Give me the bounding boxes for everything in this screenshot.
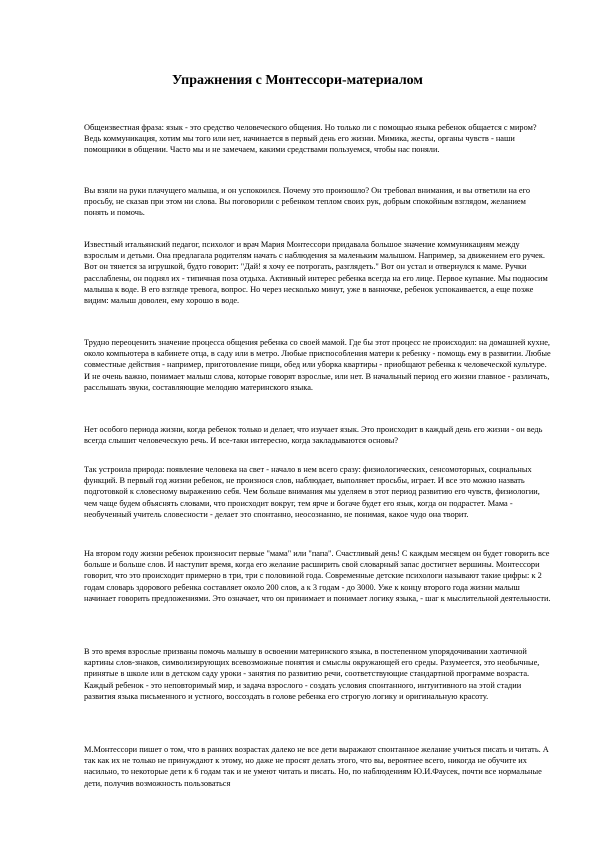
paragraph-7: На втором году жизни ребенок произносит первые "мама" или "папа". Счастливый день! С каждым месяцем он будет говорить все больше и больше слов. И наступит время, когда его желание расширить свой словарный запас достигнет вершины. Монтессори говорит, что это происходит примерно в три, три с половиной года. Современные детские психологи называют такие цифры: к 2 годам словарь здорового ребенка составляет около 200 слов, а к 3 годам - до 3000. Уже к концу второго года жизни малыш начинает говорить предложениями. Это означает, что он принимает и понимает логику языка, - шаг к мыслительной деятельности. xyxy=(84,549,551,603)
page-title: Упражнения с Монтессори-материалом xyxy=(172,73,423,88)
paragraph-5: Нет особого периода жизни, когда ребенок только и делает, что изучает язык. Это происходит в каждый день его жизни - он ведь всегда слышит человеческую речь. И все-таки интересно, когда закладываются основы? xyxy=(84,425,543,446)
paragraph-6: Так устроила природа: появление человека на свет - начало в нем всего сразу: физиологических, сенсомоторных, социальных функций. В первый год жизни ребенок, не произнося слов, наблюдает, выполняет просьбы, играет. И все это можно назвать подготовкой к словесному выражению себя. Чем больше внимания мы уделяем в этот период развитию его чувств, физиологии, чем чаще будем объяснять словами, что происходит вокруг, тем ярче и богаче будет его язык, когда он подрастет. Мама - необученный учитель словесности - делает это спонтанно, неосознанно, не понимая, какое чудо она творит. xyxy=(84,465,540,519)
paragraph-3: Известный итальянский педагог, психолог и врач Мария Монтессори придавала большое значение коммуникациям между взрослым и детьми. Она предлагала родителям начать с наблюдения за маленьким малышом. Например, за движением его ручек. Вот он тянется за игрушкой, будто говорит: "Дай! я хочу ее потрогать, разглядеть." Вот он устал и отвернулся к маме. Ручки расслаблены, он поднял их - типичная поза отдыха. Активный интерес ребенка всегда на его лице. Первое купание. Мы подносим малыша к воде. В его взгляде тревога, вопрос. Но через несколько минут, уже в ванночке, ребенок успокаивается, а еще позже видим: малыш доволен, ему хорошо в воде. xyxy=(84,240,548,306)
paragraph-1: Общеизвестная фраза: язык - это средство человеческого общения. Но только ли с помощью языка ребенок общается с миром? Ведь коммуникация, хотим мы того или нет, начинается в первый день его жизни. Мимика, жесты, органы чувств - наши помощники в общении. Часто мы и не замечаем, какими средствами пользуемся, чтобы нас поняли. xyxy=(84,123,537,155)
paragraph-9: М.Монтессори пишет о том, что в ранних возрастах далеко не все дети выражают спонтанное желание учиться писать и читать. А так как их не только не принуждают к этому, но даже не просят делать этого, что вы, вероятнее всего, никогда не обучите их насильно, то некоторые дети к 6 годам так и не умеют читать и писать. Но, по наблюдениям Ю.И.Фаусек, почти все нормальные дети, получив возможность пользоваться xyxy=(84,745,549,788)
paragraph-8: В это время взрослые призваны помочь малышу в освоении материнского языка, в постепенном упорядочивании хаотичной картины слов-знаков, символизирующих всевозможные понятия и смыслы окружающей его среды. Разумеется, это необычные, принятые в школе или в детском саду уроки - занятия по развитию речи, соответствующие стандартной программе возраста. Каждый ребенок - это неповторимый мир, и задача взрослого - создать условия спонтанного, интуитивного на этой стадии развития языка письменного и устного, воссоздать в голове ребенка его строгую логику и оригинальную красоту. xyxy=(84,647,540,701)
paragraph-2: Вы взяли на руки плачущего малыша, и он успокоился. Почему это произошло? Он требовал внимания, и вы ответили на его просьбу, не сказав при этом ни слова. Вы поговорили с ребенком теплом своих рук, добрым спокойным взглядом, желанием понять и помочь. xyxy=(84,186,531,218)
paragraph-4: Трудно переоценить значение процесса общения ребенка со своей мамой. Где бы этот процесс не происходил: на домашней кухне, около компьютера в кабинете отца, в саду или в метро. Любые приспособления матери к ребенку - помощь ему в развитии. Любые совместные действия - например, приготовление пищи, обед или уборка квартиры - приобщают ребенка к человеческой культуре. И не очень важно, понимает малыш слова, которые говорят взрослые, или нет. В начальный период его жизни главное - различать, расслышать звуки, составляющие мелодию материнского языка. xyxy=(84,338,551,392)
